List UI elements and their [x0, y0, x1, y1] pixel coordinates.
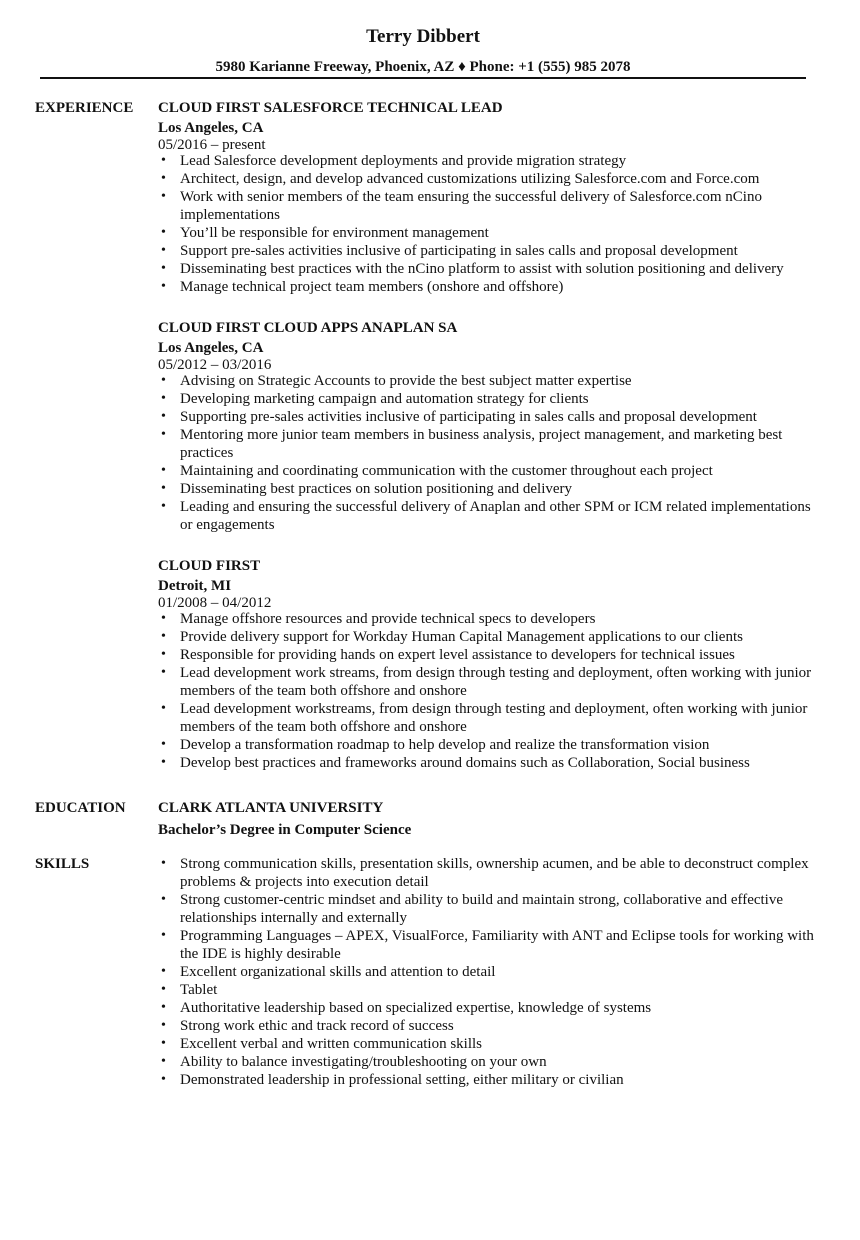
degree: Bachelor’s Degree in Computer Science — [158, 822, 412, 838]
skills-entry — [158, 855, 818, 1089]
job-bullet: • Provide delivery support for Workday Human Capital Management applications to our clients — [158, 628, 818, 646]
job-title: CLOUD FIRST SALESFORCE TECHNICAL LEAD — [158, 100, 503, 116]
header-divider — [40, 77, 806, 79]
job-title: CLOUD FIRST — [158, 558, 261, 574]
job-bullet: • Architect, design, and develop advanced customizations utilizing Salesforce.com and Force.com — [158, 170, 818, 188]
education-entry — [158, 799, 818, 839]
skill-item: • Strong communication skills, presentation skills, ownership acumen, and be able to deconstruct complex problems & projects into execution detail — [158, 855, 818, 891]
job-bullet-list — [158, 610, 818, 772]
job-bullet: • Leading and ensuring the successful delivery of Anaplan and other SPM or ICM related implementations or engagements — [158, 498, 818, 534]
job-bullet: • Manage offshore resources and provide technical specs to developers — [158, 610, 818, 628]
skill-item: • Ability to balance investigating/troubleshooting on your own — [158, 1053, 818, 1071]
school-name: CLARK ATLANTA UNIVERSITY — [158, 800, 384, 816]
job-bullet: • Mentoring more junior team members in business analysis, project management, and marketing best practices — [158, 426, 818, 462]
job-bullet: • Lead Salesforce development deployments and provide migration strategy — [158, 152, 818, 170]
job-bullet: • Lead development workstreams, from design through testing and deployment, often working with junior members of the team both offshore and onshore — [158, 700, 818, 736]
job-bullet: • Responsible for providing hands on expert level assistance to developers for technical issues — [158, 646, 818, 664]
skill-item: • Demonstrated leadership in professional setting, either military or civilian — [158, 1071, 818, 1089]
job-bullet-list — [158, 372, 818, 534]
job-bullet: • Lead development work streams, from design through testing and deployment, often working with junior members of the team both offshore and onshore — [158, 664, 818, 700]
skill-item: • Excellent verbal and written communication skills — [158, 1035, 818, 1053]
job-bullet: • Work with senior members of the team ensuring the successful delivery of Salesforce.com nCino implementations — [158, 188, 818, 224]
job-bullet: • Develop a transformation roadmap to help develop and realize the transformation vision — [158, 736, 818, 754]
job-bullet: • Support pre-sales activities inclusive of participating in sales calls and proposal development — [158, 242, 818, 260]
candidate-name: Terry Dibbert — [366, 26, 480, 47]
skill-item: • Excellent organizational skills and attention to detail — [158, 963, 818, 981]
skill-item: • Authoritative leadership based on specialized expertise, knowledge of systems — [158, 999, 818, 1017]
education-heading: EDUCATION — [35, 800, 126, 816]
job-bullet: • Disseminating best practices on solution positioning and delivery — [158, 480, 818, 498]
experience-job — [158, 99, 818, 296]
job-location: Los Angeles, CA — [158, 340, 264, 356]
job-bullet: • Developing marketing campaign and automation strategy for clients — [158, 390, 818, 408]
skills-list — [158, 855, 818, 1089]
skill-item: • Strong work ethic and track record of success — [158, 1017, 818, 1035]
job-bullet: • You’ll be responsible for environment management — [158, 224, 818, 242]
job-bullet: • Maintaining and coordinating communication with the customer throughout each project — [158, 462, 818, 480]
experience-job — [158, 319, 818, 534]
job-dates: 01/2008 – 04/2012 — [158, 595, 272, 611]
skill-item: • Tablet — [158, 981, 818, 999]
job-dates: 05/2016 – present — [158, 137, 266, 153]
job-bullet-list — [158, 152, 818, 296]
contact-line: 5980 Karianne Freeway, Phoenix, AZ ♦ Phone: +1 (555) 985 2078 — [215, 59, 631, 75]
job-bullet: • Supporting pre-sales activities inclusive of participating in sales calls and proposal development — [158, 408, 818, 426]
job-bullet: • Develop best practices and frameworks around domains such as Collaboration, Social business — [158, 754, 818, 772]
job-bullet: • Disseminating best practices with the nCino platform to assist with solution positioning and delivery — [158, 260, 818, 278]
skill-item: • Programming Languages – APEX, VisualForce, Familiarity with ANT and Eclipse tools for working with the IDE is highly desirable — [158, 927, 818, 963]
job-bullet: • Advising on Strategic Accounts to provide the best subject matter expertise — [158, 372, 818, 390]
job-bullet: • Manage technical project team members (onshore and offshore) — [158, 278, 818, 296]
skill-item: • Strong customer-centric mindset and ability to build and maintain strong, collaborative and effective relationships internally and externally — [158, 891, 818, 927]
job-location: Los Angeles, CA — [158, 120, 264, 136]
skills-heading: SKILLS — [35, 856, 90, 872]
experience-heading: EXPERIENCE — [35, 100, 134, 116]
job-location: Detroit, MI — [158, 578, 232, 594]
job-dates: 05/2012 – 03/2016 — [158, 357, 272, 373]
experience-job — [158, 557, 818, 772]
job-title: CLOUD FIRST CLOUD APPS ANAPLAN SA — [158, 320, 458, 336]
